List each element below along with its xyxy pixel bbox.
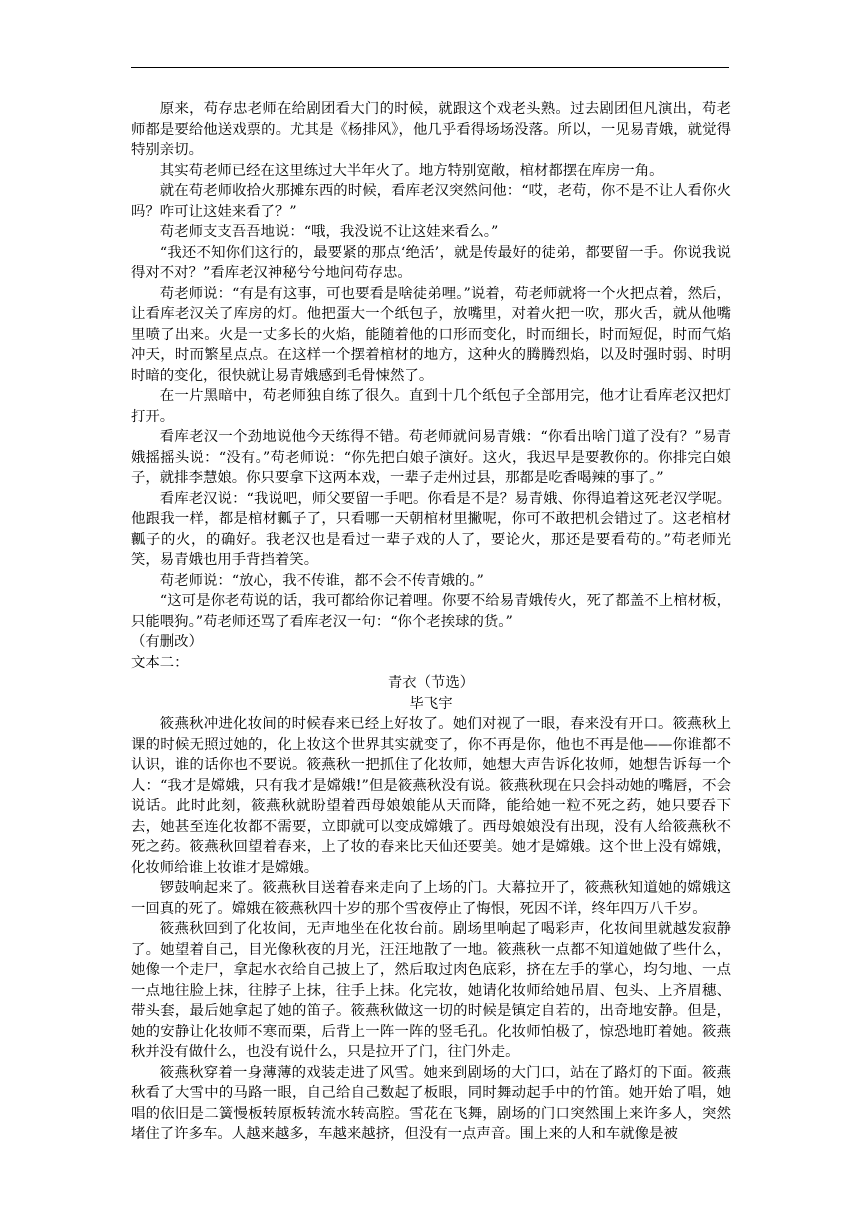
text-two-label: 文本二： [131,654,189,671]
header-rule [131,67,729,68]
edit-note: （有删改） [131,634,203,650]
paragraph: 其实苟老师已经在这里练过大半年火了。地方特别宽敞，棺材都摆在库房一角。 [159,162,664,179]
paragraph: 苟老师说：“有是有这事，可也要看是啥徒弟哩。”说着，苟老师就将一个火把点着，然后，让看库老汉关了库房的灯。他把蛋大一个纸包子，放嘴里，对着火把一吹，那火舌，就从他嘴里喷了出来。火是一丈多长的火焰，能随着他的口形而变化，时而细长，时而短促，时而气焰冲天，时而繁星点点。在这样一个摆着棺材的地方，这种火的腾腾烈焰，以及时强时弱、时明时暗的变化，很快就让易青娥感到毛骨悚然了。 [131,285,731,384]
paragraph: “我还不知你们这行的，最要紧的那点‘绝活’，就是传最好的徒弟，都要留一手。你说我说得对不对？”看库老汉神秘兮兮地问苟存忠。 [131,244,731,281]
paragraph: 苟老师说：“放心，我不传谁，都不会不传青娥的。” [159,572,484,589]
paragraph: 苟老师支支吾吾地说：“哦，我没说不让这娃来看么。” [159,224,499,240]
paragraph: 看库老汉说：“我说吧，师父要留一手吧。你看是不是？易青娥、你得追着这死老汉学呢。他跟我一样，都是棺材瓤子了，只看哪一天朝棺材里撇呢，你可不敢把机会错过了。这老棺材瓤子的火，的确好。我老汉也是看过一辈子戏的人了，要论火，那还是要看苟的。”苟老师光笑，易青娥也用手背挡着笑。 [131,490,731,568]
paragraph: 筱燕秋冲进化妆间的时候春来已经上好妆了。她们对视了一眼，春来没有开口。筱燕秋上课的时候无照过她的，化上妆这个世界其实就变了，你不再是你，他也不再是他——你谁都不认识，谁的话你也不要说。筱燕秋一把抓住了化妆师，她想大声告诉化妆师，她想告诉每一个人：“我才是嫦娥，只有我才是嫦娥!”但是筱燕秋没有说。筱燕秋现在只会抖动她的嘴唇，不会说话。此时此刻，筱燕秋就盼望着西母娘娘能从天而降，能给她一粒不死之药，她只要吞下去，她甚至连化妆都不需要，立即就可以变成嫦娥了。西母娘娘没有出现，没有人给筱燕秋不死之药。筱燕秋回望着春来，上了妆的春来比天仙还要美。她才是嫦娥。这个世上没有嫦娥，化妆师给谁上妆谁才是嫦娥。 [131,716,731,876]
document-body [131,99,731,1145]
paragraph: 看库老汉一个劲地说他今天练得不错。苟老师就问易青娥：“你看出啥门道了没有？”易青娥摇摇头说：“没有。”苟老师说：“你先把白娘子演好。这火，我迟早是要教你的。你排完白娘子，就排李慧娘。你只要拿下这两本戏，一辈子走州过县，那都是吃香喝辣的事了。” [131,429,731,486]
paragraph: “这可是你老苟说的话，我可都给你记着哩。你要不给易青娥传火，死了都盖不上棺材板，只能喂狗。”苟老师还骂了看库老汉一句：“你个老挨球的货。” [131,593,731,630]
paragraph: 在一片黑暗中，苟老师独自练了很久。直到十几个纸包子全部用完，他才让看库老汉把灯打开。 [131,388,731,425]
paragraph: 筱燕秋穿着一身薄薄的戏装走进了风雪。她来到剧场的大门口，站在了路灯的下面。筱燕秋看了大雪中的马路一眼，自己给自己数起了板眼，同时舞动起手中的竹笛。她开始了唱，她唱的依旧是二簧慢板转原板转流水转高腔。雪花在飞舞，剧场的门口突然围上来许多人，突然堵住了许多车。人越来越多，车越来越挤，但没有一点声音。围上来的人和车就像是被 [131,1064,731,1142]
author-name: 毕飞宇 [409,695,453,712]
paragraph: 原来，苟存忠老师在给剧团看大门的时候，就跟这个戏老头熟。过去剧团但凡演出，苟老师都是要给他送戏票的。尤其是《杨排风》，他几乎看得场场没落。所以，一见易青娥，就觉得特别亲切。 [131,101,731,158]
paragraph: 筱燕秋回到了化妆间，无声地坐在化妆台前。剧场里响起了喝彩声，化妆间里就越发寂静了。她望着自己，目光像秋夜的月光，汪汪地散了一地。筱燕秋一点都不知道她做了些什么，她像一个走尸，拿起水衣给自己披上了，然后取过肉色底彩，挤在左手的掌心，均匀地、一点一点地往脸上抹，往脖子上抹，往手上抹。化完妆，她请化妆师给她吊眉、包头、上齐眉穗、带头套，最后她拿起了她的笛子。筱燕秋做这一切的时候是镇定自若的，出奇地安静。但是，她的安静让化妆师不寒而栗，后背上一阵一阵的竖毛孔。化妆师怕极了，惊恐地盯着她。筱燕秋并没有做什么，也没有说什么，只是拉开了门，往门外走。 [131,921,731,1060]
section-title: 青衣（节选） [387,675,475,691]
paragraph: 锣鼓响起来了。筱燕秋目送着春来走向了上场的门。大幕拉开了，筱燕秋知道她的嫦娥这一回真的死了。嫦娥在筱燕秋四十岁的那个雪夜停止了悔恨，死因不详，终年四万八千岁。 [131,880,731,917]
paragraph: 就在苟老师收拾火那摊东西的时候，看库老汉突然问他：“哎，老苟，你不是不让人看你火吗？咋可让这娃来看了？” [131,183,731,220]
